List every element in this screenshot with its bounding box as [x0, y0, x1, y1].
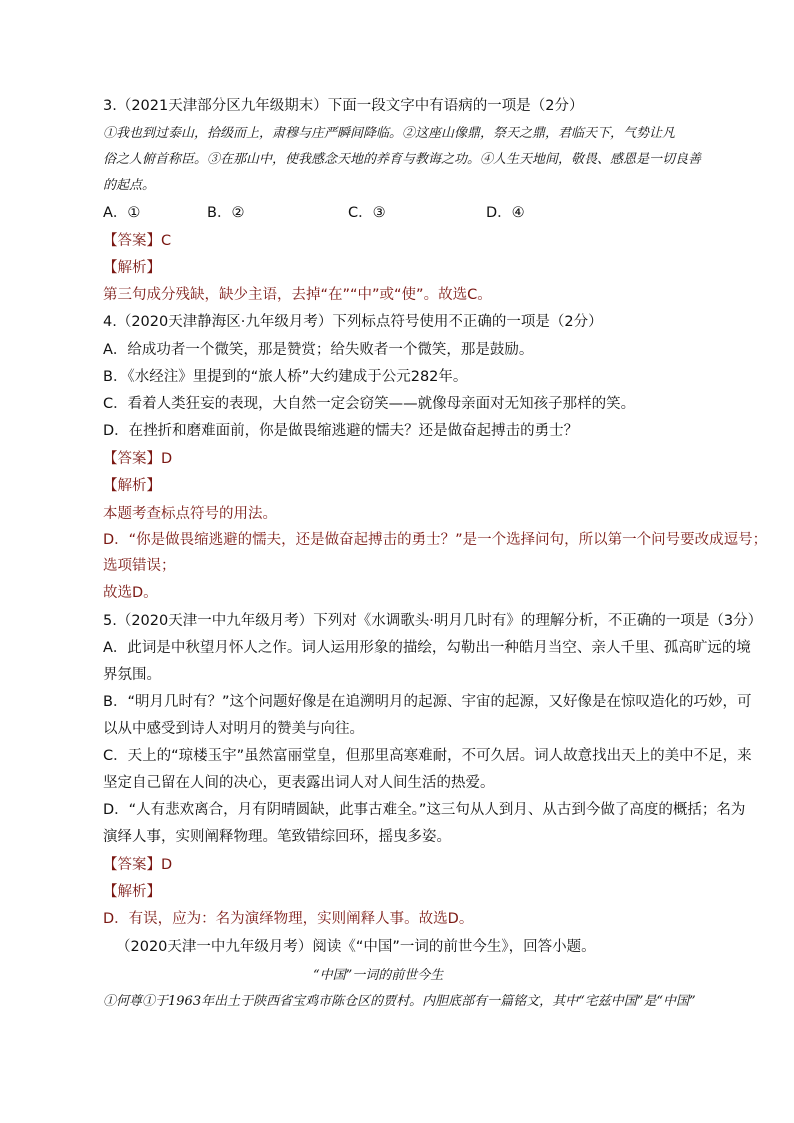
q4-answer — [103, 449, 172, 469]
q3-analysis-label: 【解析】 — [103, 260, 161, 276]
reading-intro: （2020天津一中九年级月考）阅读《“中国”一词的前世今生》，回答小题。 — [116, 939, 596, 955]
q3-stem: 3.（2021天津部分区九年级期末）下面一段文字中有语病的一项是（2分） — [103, 98, 584, 114]
q4-analysis-line-4: 故选D。 — [103, 585, 158, 601]
q5-option-b-line-2: 以从中感受到诗人对明月的赞美与向往。 — [103, 721, 364, 737]
q5-option-a-line-1: A．此词是中秋望月怀人之作。词人运用形象的描绘，勾勒出一种皓月当空、亲人千里、孤高旷远的境 — [103, 640, 751, 656]
q3-option-a: A．① — [103, 205, 141, 221]
q4-stem: 4.（2020天津静海区·九年级月考）下列标点符号使用不正确的一项是（2分） — [103, 314, 603, 330]
answer-label: 【答案】 — [103, 233, 161, 249]
q5-analysis-label: 【解析】 — [103, 884, 161, 900]
q4-option-a: A．给成功者一个微笑，那是赞赏；给失败者一个微笑，那是鼓励。 — [103, 342, 534, 358]
q3-option-c: C．③ — [348, 205, 386, 221]
answer-value: D — [161, 451, 173, 467]
reading-first-line: ①何尊①于1963年出土于陕西省宝鸡市陈仓区的贾村。内胆底部有一篇铭文，其中“宅兹中国”是“中国” — [103, 994, 696, 1009]
q5-option-d-line-2: 演绎人事，实则阐释物理。笔致错综回环，摇曳多姿。 — [103, 829, 451, 845]
q3-passage-line-2: 俗之人俯首称臣。③在那山中，使我感念天地的养育与教诲之功。④人生天地间，敬畏、感恩是一切良善 — [103, 152, 702, 167]
q5-option-b-line-1: B．“明月几时有？”这个问题好像是在追溯明月的起源、宇宙的起源，又好像是在惊叹造化的巧妙，可 — [103, 694, 752, 710]
q3-answer — [103, 231, 171, 251]
q4-option-d: D．在挫折和磨难面前，你是做畏缩逃避的懦夫？还是做奋起搏击的勇士？ — [103, 423, 579, 439]
q3-passage-line-1: ①我也到过泰山，拾级而上，肃穆与庄严瞬间降临。②这座山像鼎，祭天之鼎，君临天下，气势让凡 — [103, 126, 676, 141]
reading-title: “中国”一词的前世今生 — [313, 968, 444, 983]
q3-option-b: B．② — [207, 205, 245, 221]
q5-option-d-line-1: D．“人有悲欢离合，月有阴晴圆缺，此事古难全。”这三句从人到月、从古到今做了高度的概括；名为 — [103, 802, 746, 818]
q5-option-c-line-2: 坚定自己留在人间的决心，更表露出词人对人间生活的热爱。 — [103, 775, 495, 791]
q4-option-c: C．看着人类狂妄的表现，大自然一定会窃笑——就像母亲面对无知孩子那样的笑。 — [103, 396, 636, 412]
q3-analysis-text: 第三句成分残缺，缺少主语，去掉“在”“中”或“使”。故选C。 — [103, 287, 492, 303]
answer-label: 【答案】 — [103, 857, 161, 873]
q5-option-c-line-1: C．天上的“琼楼玉宇”虽然富丽堂皇，但那里高寒难耐，不可久居。词人故意找出天上的美中不足，来 — [103, 748, 752, 764]
q5-analysis-text: D．有误，应为：名为演绎物理，实则阐释人事。故选D。 — [103, 911, 474, 927]
q3-passage-line-3: 的起点。 — [103, 178, 156, 193]
q4-analysis-line-3: 选项错误； — [103, 558, 176, 574]
answer-label: 【答案】 — [103, 451, 161, 467]
q4-option-b: B．《水经注》里提到的“旅人桥”大约建成于公元282年。 — [103, 369, 468, 385]
q3-option-d: D．④ — [486, 205, 525, 221]
q4-analysis-line-2: D．“你是做畏缩逃避的懦夫，还是做奋起搏击的勇士？”是一个选择问句，所以第一个问号要改成逗号； — [103, 532, 768, 548]
answer-value: C — [161, 233, 172, 249]
q5-option-a-line-2: 界氛围。 — [103, 667, 161, 683]
q5-answer — [103, 855, 172, 875]
q5-stem: 5.（2020天津一中九年级月考）下列对《水调歌头·明月几时有》的理解分析，不正确的一项是（3分） — [103, 613, 763, 629]
answer-value: D — [161, 857, 173, 873]
q4-analysis-line-1: 本题考查标点符号的用法。 — [103, 506, 277, 522]
q4-analysis-label: 【解析】 — [103, 478, 161, 494]
